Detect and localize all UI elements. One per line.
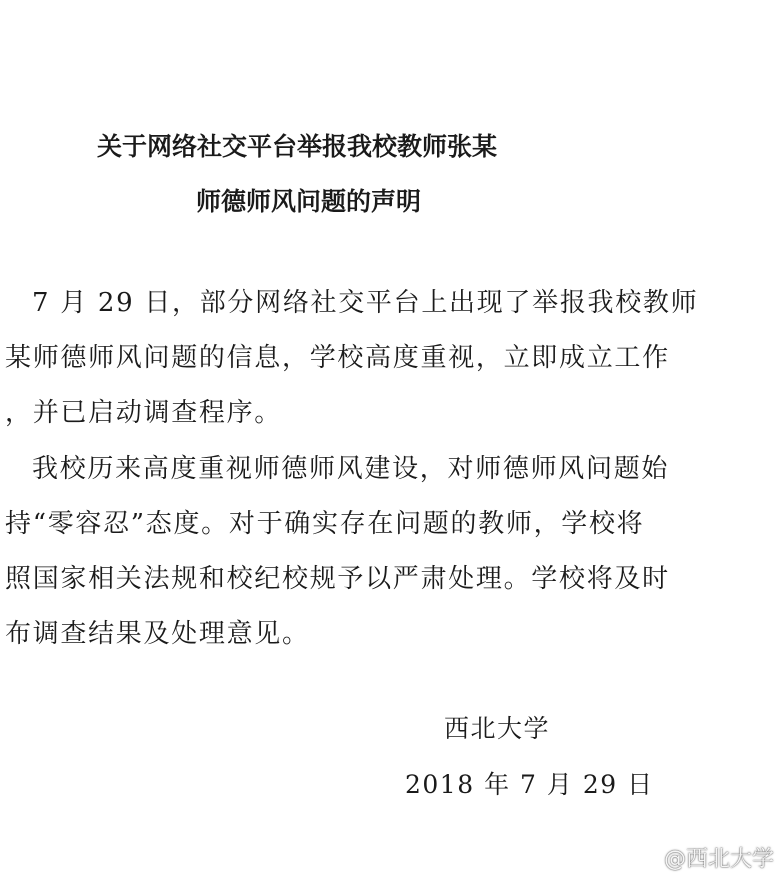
- paragraph-2-line-1: 我校历来高度重视师德师风建设，对师德师风问题始: [32, 454, 670, 484]
- paragraph-2: [0, 442, 780, 662]
- paragraph-2-line-4: 布调查结果及处理意见。: [5, 619, 310, 649]
- paragraph-1-line-1: 7 月 29 日，部分网络社交平台上出现了举报我校教师: [32, 288, 699, 318]
- title-line-1: 关于网络社交平台举报我校教师张某: [97, 132, 498, 161]
- signature: 西北大学: [444, 714, 551, 743]
- weibo-icon: [630, 845, 660, 871]
- title-line-2: 师德师风问题的声明: [196, 187, 422, 216]
- paragraph-1: [0, 276, 780, 441]
- paragraph-2-line-2: 持“零容忍”态度。对于确实存在问题的教师，学校将: [5, 509, 645, 539]
- paragraph-1-line-2: 某师德师风问题的信息，学校高度重视，立即成立工作: [5, 343, 670, 373]
- paragraph-1-line-3: ，并已启动调查程序。: [5, 398, 283, 428]
- issue-date: 2018 年 7 月 29 日: [405, 770, 654, 799]
- weibo-watermark: [630, 842, 774, 873]
- watermark-text: @西北大学: [663, 847, 774, 872]
- paragraph-2-line-3: 照国家相关法规和校纪校规予以严肃处理。学校将及时: [5, 564, 670, 594]
